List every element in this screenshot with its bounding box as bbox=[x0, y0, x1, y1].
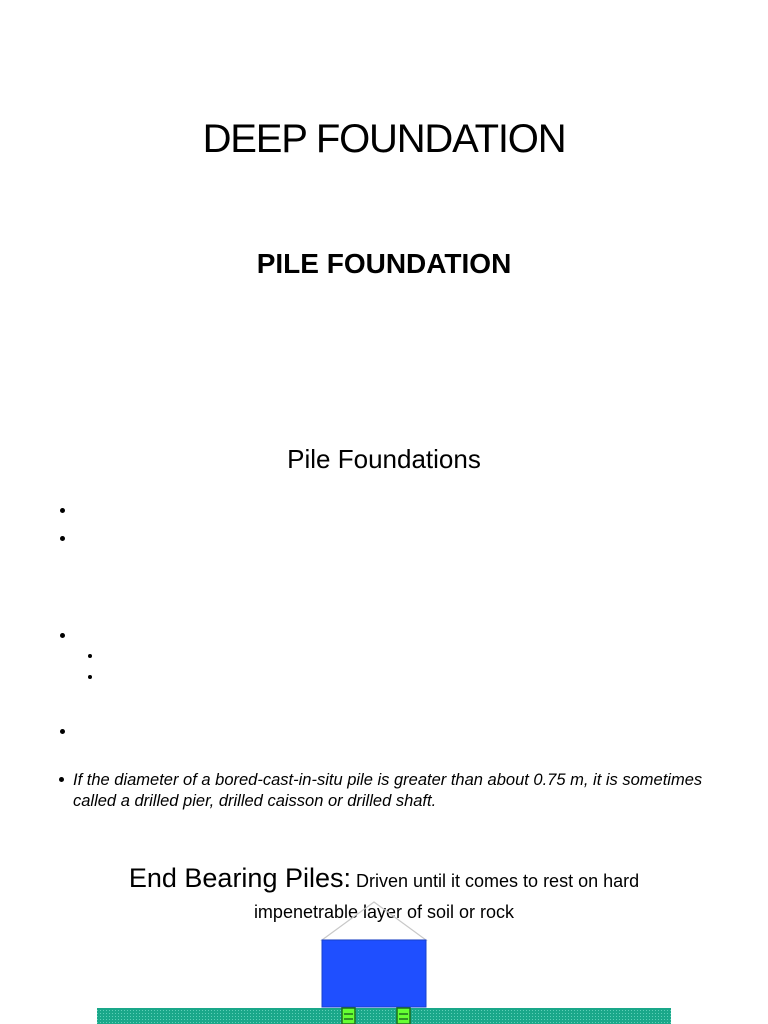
bullet-marker bbox=[60, 729, 65, 734]
heading-line-2: impenetrable layer of soil or rock bbox=[253, 902, 515, 922]
bullet-marker bbox=[88, 654, 92, 658]
bullet-marker bbox=[59, 777, 64, 782]
heading-small: Driven until it comes to rest on hard bbox=[351, 871, 640, 891]
heading-large: End Bearing Piles: bbox=[128, 863, 351, 893]
bullet-marker bbox=[60, 508, 65, 513]
bullet-marker bbox=[60, 633, 65, 638]
pile-right bbox=[397, 1008, 410, 1024]
section-title: Pile Foundations bbox=[287, 444, 481, 474]
bullet-marker bbox=[60, 536, 65, 541]
note-text: If the diameter of a bored-cast-in-situ pile is greater than about 0.75 m, it is sometimes called a drilled pier, drilled caisson or drilled shaft. bbox=[73, 771, 703, 810]
bullet-marker bbox=[88, 675, 92, 679]
pile-left bbox=[342, 1008, 355, 1024]
slide-title: DEEP FOUNDATION bbox=[202, 117, 566, 161]
slide-subtitle: PILE FOUNDATION bbox=[256, 248, 512, 279]
structure-block bbox=[322, 940, 426, 1007]
roof-outline bbox=[322, 902, 426, 940]
ground-layer bbox=[97, 1008, 671, 1024]
end-bearing-pile-diagram bbox=[0, 880, 768, 1024]
